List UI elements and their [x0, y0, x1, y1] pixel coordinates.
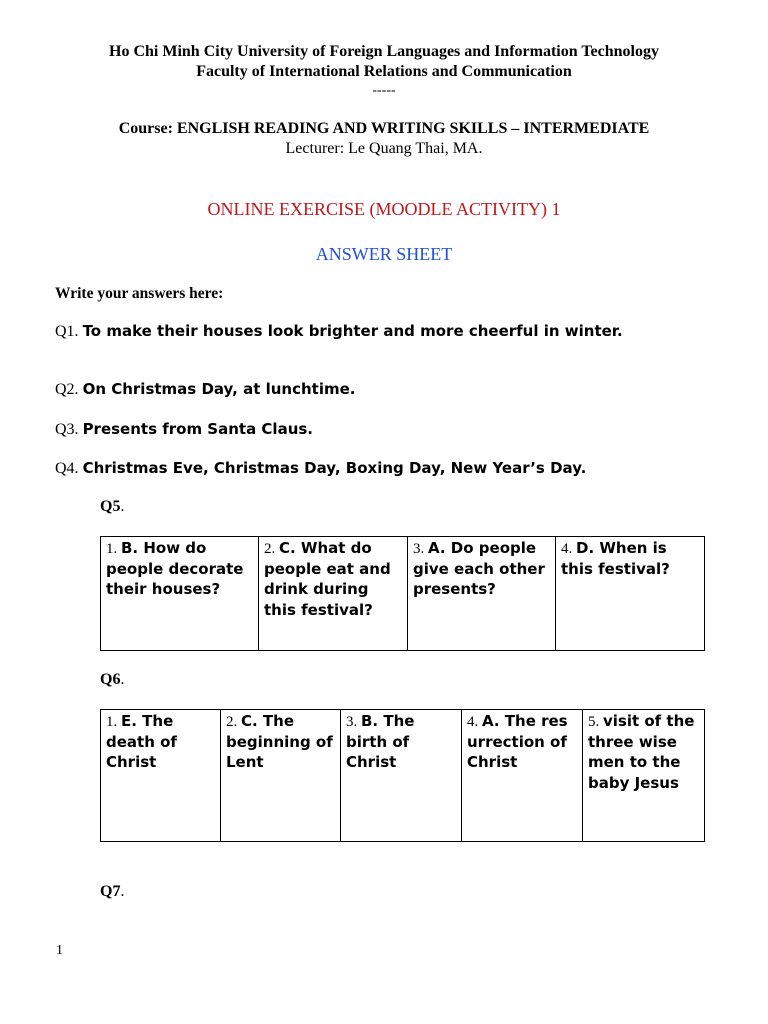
q3-answer: Presents from Santa Claus. — [82, 420, 314, 438]
q5-label: Q5. — [100, 498, 125, 515]
header-separator: ----- — [372, 83, 396, 98]
answer-q2 — [55, 380, 356, 399]
answer-q4 — [55, 459, 586, 478]
course-title: Course: ENGLISH READING AND WRITING SKILLS – INTERMEDIATE — [118, 120, 650, 137]
q6-cell-2: 2. C. The beginning of Lent — [221, 710, 341, 842]
q6-cell-3: 3. B. The birth of Christ — [341, 710, 462, 842]
table-row — [101, 537, 705, 651]
q1-label: Q1. — [55, 323, 79, 340]
exercise-title: ONLINE EXERCISE (MOODLE ACTIVITY) 1 — [207, 199, 561, 219]
q4-answer: Christmas Eve, Christmas Day, Boxing Day, New Year’s Day. — [82, 459, 587, 477]
q6-label: Q6. — [100, 671, 125, 688]
page-number: 1 — [56, 943, 63, 958]
q7-label: Q7. — [100, 883, 125, 900]
q5-answer-table — [100, 536, 705, 651]
q2-label: Q2. — [55, 381, 79, 398]
q6-answer-table — [100, 709, 705, 842]
q3-label: Q3. — [55, 421, 79, 438]
table-row — [101, 710, 705, 842]
q2-answer: On Christmas Day, at lunchtime. — [82, 380, 356, 398]
q4-label: Q4. — [55, 460, 79, 477]
q5-cell-2: 2. C. What do people eat and drink during this festival? — [259, 537, 408, 651]
q5-cell-1: 1. B. How do people decorate their houses? — [101, 537, 259, 651]
q6-cell-4: 4. A. The resurrection of Christ — [462, 710, 583, 842]
answer-sheet-title: ANSWER SHEET — [315, 244, 453, 264]
answer-q1 — [55, 322, 623, 341]
instruction-text: Write your answers here: — [55, 285, 224, 302]
q5-cell-3: 3. A. Do people give each other presents? — [408, 537, 556, 651]
university-name: Ho Chi Minh City University of Foreign Languages and Information Technology — [109, 43, 659, 60]
answer-q3 — [55, 420, 313, 439]
faculty-name: Faculty of International Relations and Communication — [196, 63, 572, 80]
q1-answer: To make their houses look brighter and more cheerful in winter. — [82, 322, 623, 340]
q6-cell-5: 5. visit of the three wise men to the baby Jesus — [583, 710, 705, 842]
lecturer-name: Lecturer: Le Quang Thai, MA. — [285, 140, 483, 157]
q5-cell-4: 4. D. When is this festival? — [556, 537, 705, 651]
q6-cell-1: 1. E. The death of Christ — [101, 710, 221, 842]
